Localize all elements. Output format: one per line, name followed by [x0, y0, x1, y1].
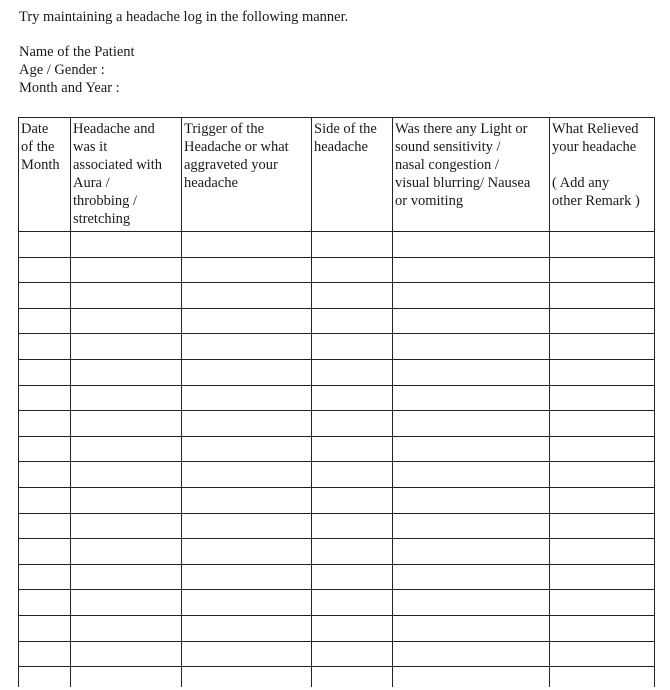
header-line: or vomiting [395, 193, 464, 209]
header-line: Trigger of the [184, 121, 265, 137]
table-cell[interactable] [182, 487, 312, 513]
table-cell[interactable] [182, 539, 312, 565]
table-cell[interactable] [550, 232, 655, 258]
table-row [19, 615, 655, 641]
table-cell[interactable] [550, 385, 655, 411]
table-cell[interactable] [182, 359, 312, 385]
table-cell[interactable] [550, 411, 655, 437]
table-cell[interactable] [19, 564, 71, 590]
header-line: Month [21, 157, 60, 173]
table-cell[interactable] [71, 232, 182, 258]
table-cell[interactable] [393, 232, 550, 258]
table-cell[interactable] [312, 411, 393, 437]
table-cell[interactable] [19, 487, 71, 513]
table-cell[interactable] [550, 436, 655, 462]
header-line: other Remark ) [552, 193, 640, 209]
table-cell[interactable] [393, 359, 550, 385]
header-line: stretching [73, 211, 131, 227]
header-line: ( Add any [552, 175, 610, 191]
table-cell[interactable] [550, 283, 655, 309]
table-cell[interactable] [19, 359, 71, 385]
table-cell[interactable] [393, 513, 550, 539]
header-line: throbbing / [73, 193, 138, 209]
table-cell[interactable] [393, 641, 550, 667]
table-cell[interactable] [312, 667, 393, 688]
table-cell[interactable] [182, 590, 312, 616]
header-line: of the [21, 139, 55, 155]
table-cell[interactable] [71, 667, 182, 688]
header-line: Date [21, 121, 49, 137]
header-line: aggraveted your [184, 157, 278, 173]
table-cell[interactable] [393, 436, 550, 462]
table-cell[interactable] [71, 641, 182, 667]
table-cell[interactable] [182, 462, 312, 488]
table-cell[interactable] [182, 436, 312, 462]
table-cell[interactable] [182, 564, 312, 590]
table-cell[interactable] [312, 308, 393, 334]
table-cell[interactable] [71, 411, 182, 437]
table-cell[interactable] [71, 462, 182, 488]
table-cell[interactable] [71, 615, 182, 641]
header-side [312, 118, 393, 232]
table-row [19, 590, 655, 616]
table-cell[interactable] [550, 641, 655, 667]
table-cell[interactable] [312, 359, 393, 385]
header-line: Side of the [314, 121, 377, 137]
header-line: headache [184, 175, 238, 191]
table-body [19, 232, 655, 688]
table-cell[interactable] [71, 564, 182, 590]
table-cell[interactable] [393, 564, 550, 590]
table-cell[interactable] [393, 590, 550, 616]
table-cell[interactable] [182, 411, 312, 437]
table-row [19, 513, 655, 539]
header-relief [550, 118, 655, 232]
table-row [19, 411, 655, 437]
table-cell[interactable] [19, 513, 71, 539]
table-cell[interactable] [71, 539, 182, 565]
table-cell[interactable] [393, 462, 550, 488]
table-cell[interactable] [312, 232, 393, 258]
table-cell[interactable] [393, 411, 550, 437]
table-cell[interactable] [393, 615, 550, 641]
table-cell[interactable] [19, 411, 71, 437]
table-cell[interactable] [550, 564, 655, 590]
header-line: your headache [552, 139, 637, 155]
patient-name-label: Name of the Patient [19, 44, 135, 60]
header-headache-aura [71, 118, 182, 232]
table-cell[interactable] [19, 667, 71, 688]
header-line: Was there any Light or [395, 121, 528, 137]
table-cell[interactable] [71, 283, 182, 309]
header-line: Aura / [73, 175, 110, 191]
table-cell[interactable] [19, 539, 71, 565]
header-line-gap [552, 156, 652, 174]
table-cell[interactable] [182, 615, 312, 641]
header-date [19, 118, 71, 232]
table-cell[interactable] [312, 257, 393, 283]
table-row [19, 462, 655, 488]
table-cell[interactable] [312, 513, 393, 539]
header-line: headache [314, 139, 368, 155]
table-cell[interactable] [393, 283, 550, 309]
table-cell[interactable] [182, 283, 312, 309]
table-row [19, 308, 655, 334]
table-cell[interactable] [312, 283, 393, 309]
table-cell[interactable] [19, 283, 71, 309]
table-cell[interactable] [19, 615, 71, 641]
header-symptoms [393, 118, 550, 232]
table-cell[interactable] [312, 462, 393, 488]
header-line: associated with [73, 157, 162, 173]
header-line: Headache and [73, 121, 155, 137]
table-cell[interactable] [550, 334, 655, 360]
table-cell[interactable] [312, 334, 393, 360]
table-cell[interactable] [312, 385, 393, 411]
table-cell[interactable] [550, 257, 655, 283]
table-cell[interactable] [312, 539, 393, 565]
table-cell[interactable] [71, 513, 182, 539]
table-row [19, 667, 655, 688]
header-line: What Relieved [552, 121, 639, 137]
table-cell[interactable] [182, 385, 312, 411]
table-cell[interactable] [393, 334, 550, 360]
header-line: was it [73, 139, 108, 155]
table-cell[interactable] [393, 667, 550, 688]
table-cell[interactable] [550, 615, 655, 641]
table-row [19, 283, 655, 309]
table-cell[interactable] [71, 359, 182, 385]
table-cell[interactable] [71, 334, 182, 360]
table-cell[interactable] [550, 667, 655, 688]
table-cell[interactable] [182, 667, 312, 688]
table-cell[interactable] [182, 641, 312, 667]
table-row [19, 641, 655, 667]
headache-log-table [18, 117, 655, 687]
table-cell[interactable] [393, 308, 550, 334]
table-row [19, 539, 655, 565]
table-cell[interactable] [71, 385, 182, 411]
table-cell[interactable] [182, 513, 312, 539]
table-header-row [19, 118, 655, 232]
table-cell[interactable] [312, 436, 393, 462]
table-cell[interactable] [550, 539, 655, 565]
table-cell[interactable] [550, 513, 655, 539]
table-cell[interactable] [19, 436, 71, 462]
table-row [19, 487, 655, 513]
table-cell[interactable] [312, 564, 393, 590]
table-cell[interactable] [550, 462, 655, 488]
table-row [19, 232, 655, 258]
table-cell[interactable] [19, 462, 71, 488]
header-line: nasal congestion / [395, 157, 499, 173]
table-cell[interactable] [312, 615, 393, 641]
table-cell[interactable] [393, 487, 550, 513]
table-cell[interactable] [71, 487, 182, 513]
table-cell[interactable] [19, 590, 71, 616]
table-cell[interactable] [71, 308, 182, 334]
table-cell[interactable] [550, 359, 655, 385]
table-row [19, 385, 655, 411]
table-cell[interactable] [550, 308, 655, 334]
month-year-label: Month and Year : [19, 80, 120, 96]
table-row [19, 436, 655, 462]
table-cell[interactable] [393, 385, 550, 411]
table-cell[interactable] [393, 257, 550, 283]
table-cell[interactable] [182, 308, 312, 334]
header-line: visual blurring/ Nausea [395, 175, 531, 191]
header-line: Headache or what [184, 139, 289, 155]
table-row [19, 334, 655, 360]
table-cell[interactable] [550, 590, 655, 616]
table-cell[interactable] [182, 334, 312, 360]
table-cell[interactable] [393, 539, 550, 565]
table-cell[interactable] [312, 590, 393, 616]
table-cell[interactable] [182, 257, 312, 283]
header-line: sound sensitivity / [395, 139, 501, 155]
table-row [19, 359, 655, 385]
table-cell[interactable] [182, 232, 312, 258]
table-cell[interactable] [550, 487, 655, 513]
table-cell[interactable] [19, 257, 71, 283]
table-row [19, 257, 655, 283]
table-cell[interactable] [19, 641, 71, 667]
header-trigger [182, 118, 312, 232]
table-cell[interactable] [19, 232, 71, 258]
table-cell[interactable] [312, 641, 393, 667]
table-cell[interactable] [312, 487, 393, 513]
table-cell[interactable] [19, 334, 71, 360]
age-gender-label: Age / Gender : [19, 62, 105, 78]
table-cell[interactable] [71, 257, 182, 283]
table-row [19, 564, 655, 590]
table-cell[interactable] [71, 436, 182, 462]
table-cell[interactable] [19, 385, 71, 411]
table-cell[interactable] [71, 590, 182, 616]
table-cell[interactable] [19, 308, 71, 334]
patient-info [19, 43, 135, 97]
intro-text: Try maintaining a headache log in the following manner. [19, 9, 349, 25]
